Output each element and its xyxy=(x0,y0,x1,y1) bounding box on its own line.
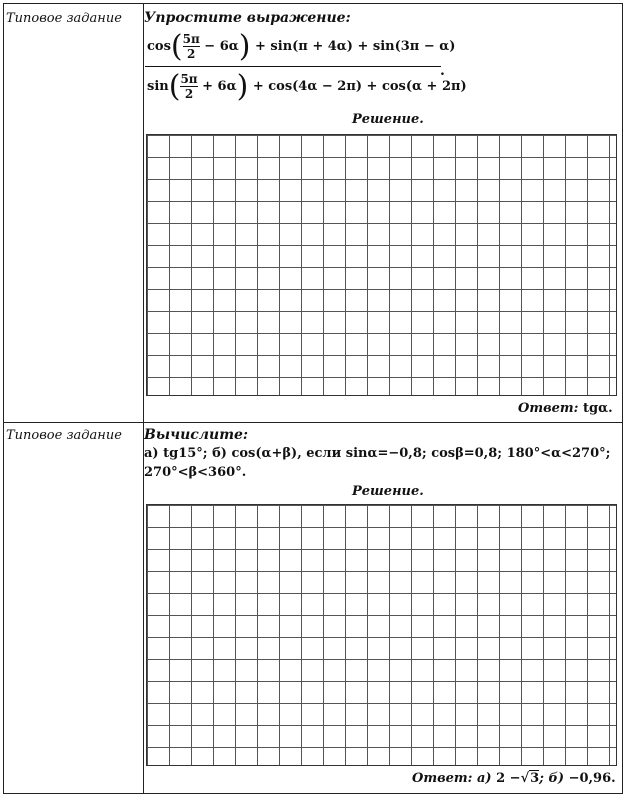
task-1-answer xyxy=(518,401,613,416)
task-2-condition-line-2: 270°<β<360°. xyxy=(144,465,247,480)
task-2-label: Типовое задание xyxy=(6,428,122,443)
denominator-part2: + cos(4α − 2π) + cos(α + 2π) xyxy=(252,79,467,94)
numerator-mini-fraction xyxy=(183,32,200,61)
answer-a-prefix: 2 − xyxy=(496,771,521,786)
task-2-answer xyxy=(412,771,616,786)
task-1-solution-grid[interactable] xyxy=(146,134,617,396)
task-2-solution-heading: Решение. xyxy=(352,484,424,499)
task-2-instruction: Вычислите: xyxy=(144,427,249,443)
answer-b-value: −0,96. xyxy=(568,771,616,786)
task-1-expression xyxy=(143,29,467,104)
task-2-solution-grid[interactable] xyxy=(146,504,617,766)
task-1-solution-heading: Решение. xyxy=(352,112,424,127)
mini-den: 2 xyxy=(183,46,200,61)
row-divider xyxy=(4,422,622,423)
answer-label: Ответ: xyxy=(412,771,473,786)
mini-den: 2 xyxy=(180,86,197,101)
answer-value: tgα. xyxy=(582,401,613,416)
column-divider xyxy=(143,4,144,793)
denominator-rest: + 6α xyxy=(202,79,237,94)
fraction-bar xyxy=(145,66,441,67)
expression-denominator: sin( $\frac{5\pi}{2}$ + 6α) + cos(4α − 2π) + cos(α + 2π) xyxy=(147,69,467,104)
mini-num: 5π xyxy=(182,32,200,46)
mini-num: 5π xyxy=(180,72,198,86)
answer-b-label: ; б) xyxy=(539,771,565,786)
numerator-rest: − 6α xyxy=(204,39,239,54)
answer-a-root: 3 xyxy=(530,771,540,786)
denominator-func: sin xyxy=(147,79,169,94)
answer-label: Ответ: xyxy=(518,401,579,416)
answer-a-label: а) xyxy=(476,771,492,786)
numerator-func: cos xyxy=(147,39,171,54)
expression-numerator: cos( $\frac{5\pi}{2}$ − 6α) + sin(π + 4α) + sin(3π − α) xyxy=(147,29,456,64)
numerator-part2: + sin(π + 4α) + sin(3π − α) xyxy=(255,39,456,54)
denominator-mini-fraction xyxy=(180,72,197,101)
task-1-instruction: Упростите выражение: xyxy=(144,10,351,26)
expression-end-dot: . xyxy=(440,63,445,79)
sqrt-sign: √ xyxy=(520,771,530,786)
task-1-label: Типовое задание xyxy=(6,11,122,26)
task-2-condition-line-1: а) tg15°; б) cos(α+β), если sinα=−0,8; cosβ=0,8; 180°<α<270°; xyxy=(144,446,611,461)
